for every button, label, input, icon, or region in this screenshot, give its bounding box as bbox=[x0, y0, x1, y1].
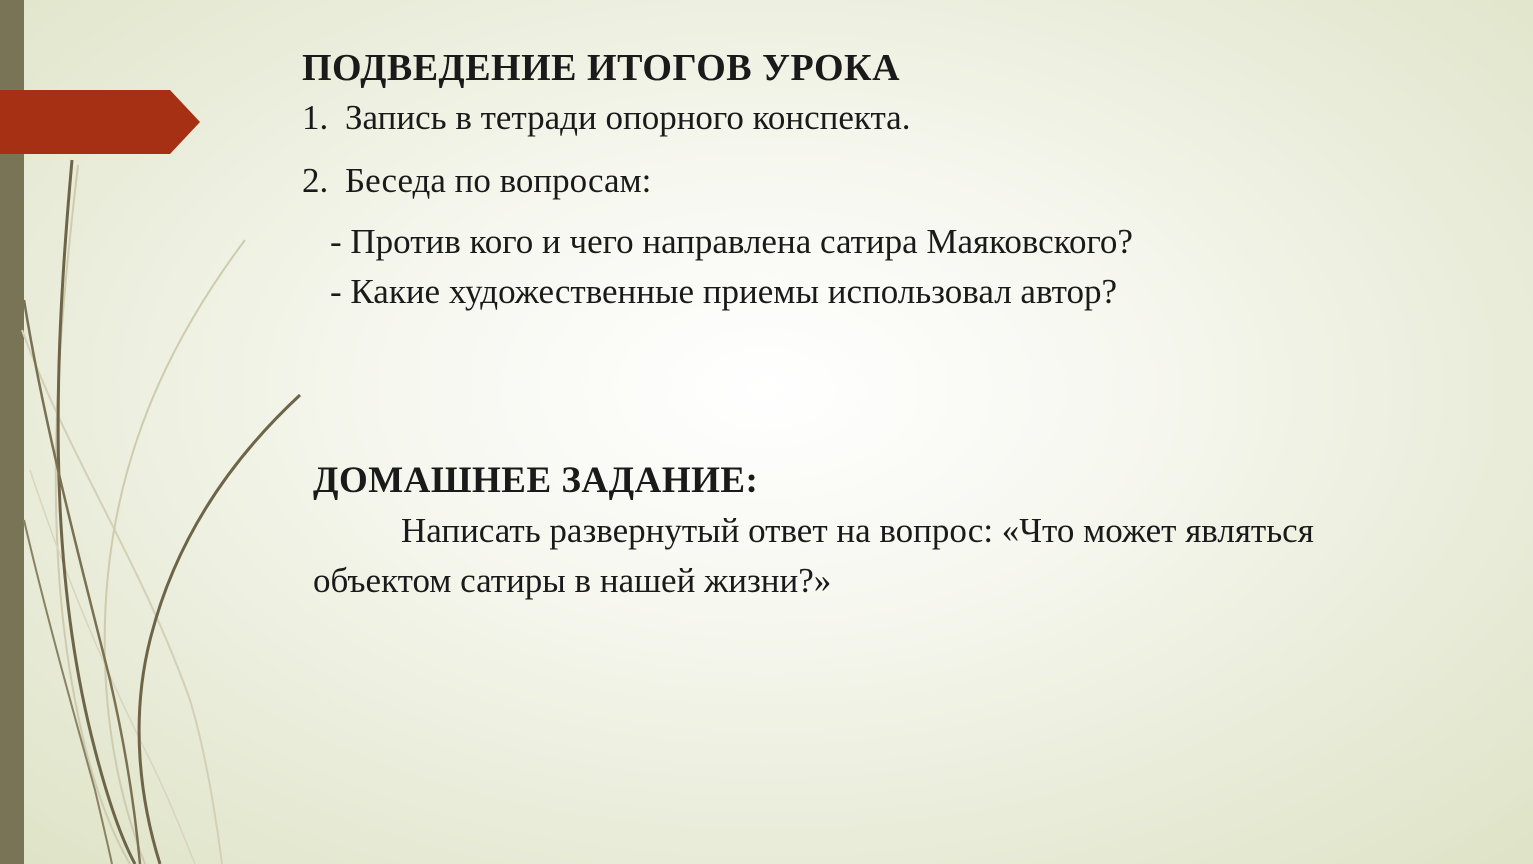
slide-title: ПОДВЕДЕНИЕ ИТОГОВ УРОКА bbox=[302, 47, 901, 89]
left-accent-bar bbox=[0, 0, 24, 864]
arrow-banner bbox=[0, 90, 200, 154]
homework-text: Написать развернутый ответ на вопрос: «Что может являться объектом сатиры в нашей жизни?» bbox=[313, 511, 1314, 600]
question-item: - Какие художественные приемы использовал автор? bbox=[330, 272, 1117, 311]
list-item bbox=[302, 98, 910, 138]
list-item-text: Запись в тетради опорного конспекта. bbox=[345, 98, 911, 137]
list-item-number: 1. bbox=[302, 98, 329, 137]
homework-title: ДОМАШНЕЕ ЗАДАНИЕ: bbox=[313, 460, 759, 501]
question-item: - Против кого и чего направлена сатира Маяковского? bbox=[330, 222, 1133, 261]
list-item-number: 2. bbox=[302, 161, 329, 200]
list-item-text: Беседа по вопросам: bbox=[345, 161, 652, 200]
list-item bbox=[302, 161, 651, 201]
